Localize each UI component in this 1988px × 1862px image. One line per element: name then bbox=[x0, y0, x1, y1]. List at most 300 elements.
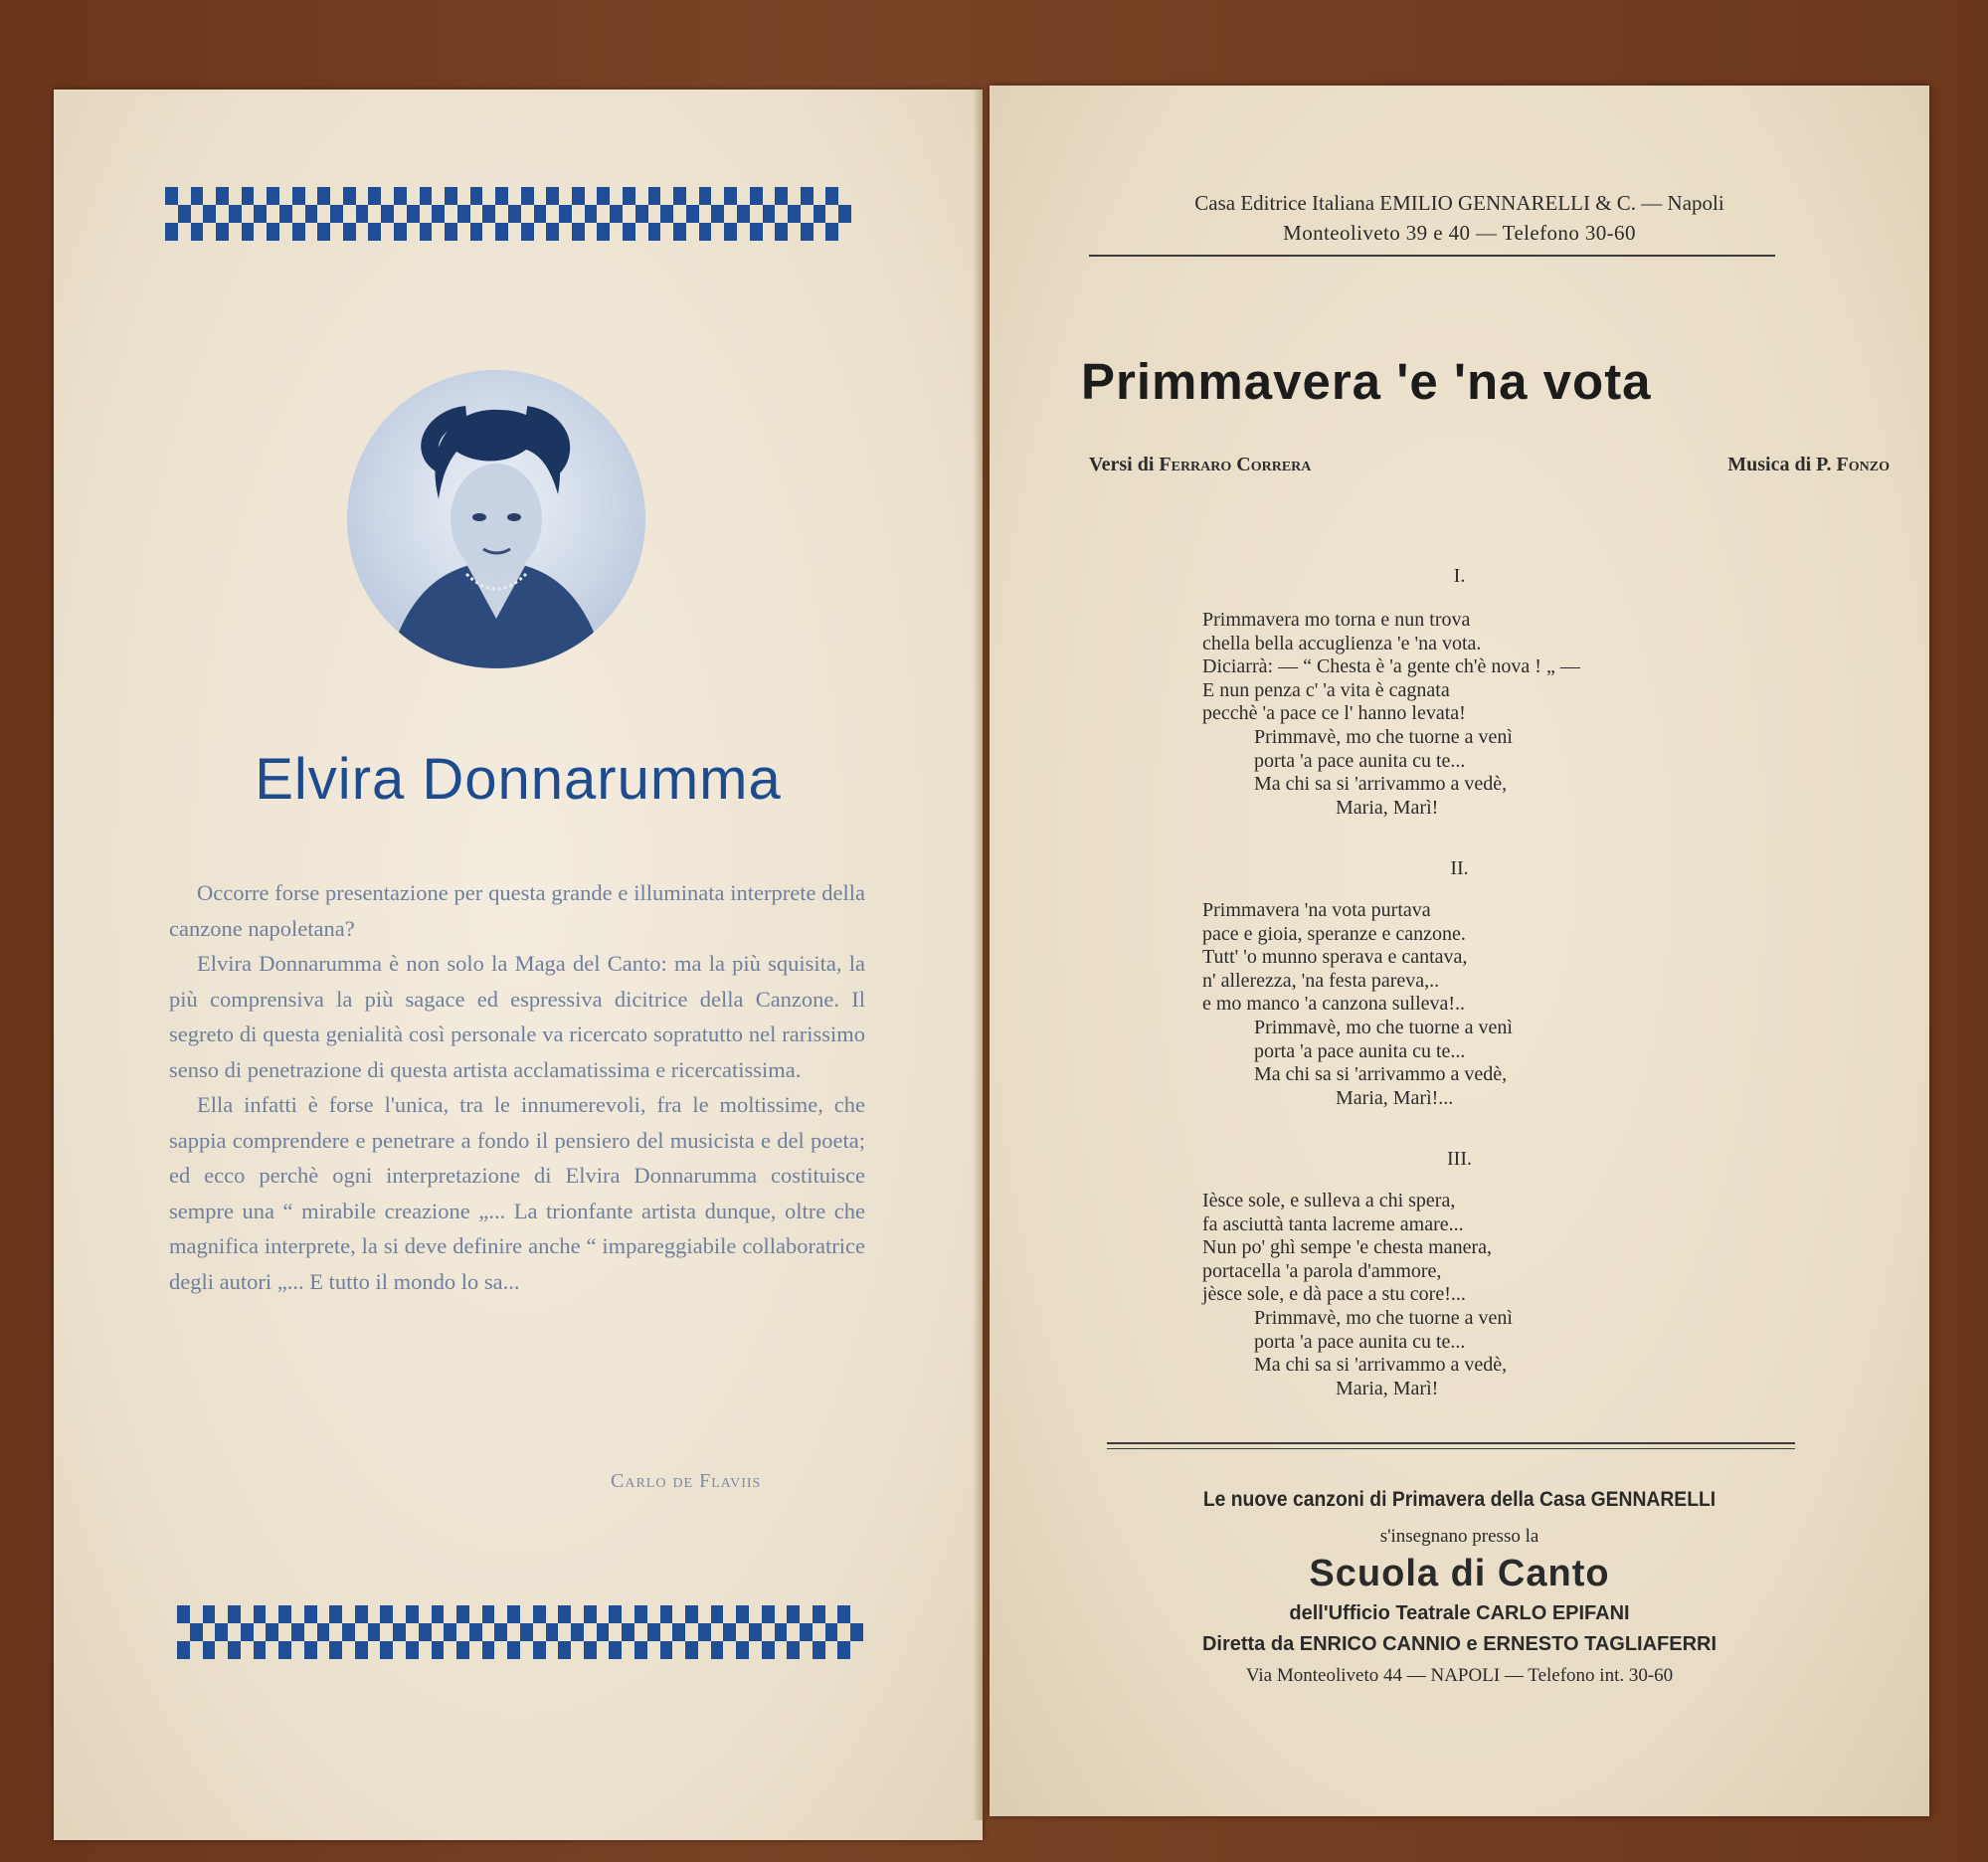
checker-square bbox=[698, 1641, 711, 1659]
checker-square bbox=[406, 1641, 419, 1659]
checker-square bbox=[457, 205, 470, 223]
checker-square bbox=[381, 205, 394, 223]
author-signature: Carlo de Flaviis bbox=[611, 1470, 762, 1492]
checker-square bbox=[278, 1641, 291, 1659]
checker-square bbox=[775, 223, 788, 241]
checker-square bbox=[698, 1605, 711, 1623]
biography-paragraph: Occorre forse presentazione per questa grande e illuminata interprete della canzone napoletana? bbox=[169, 880, 865, 941]
checker-square bbox=[584, 1641, 597, 1659]
checker-square bbox=[178, 187, 191, 205]
checker-square bbox=[457, 187, 470, 205]
school-directors: Diretta da ENRICO CANNIO e ERNESTO TAGLIAFERRI bbox=[1201, 1633, 1717, 1655]
checker-square bbox=[507, 1641, 520, 1659]
checker-square bbox=[546, 187, 559, 205]
checker-square bbox=[393, 1641, 406, 1659]
checker-square bbox=[507, 1623, 520, 1641]
checker-square bbox=[672, 1605, 685, 1623]
checker-square bbox=[724, 223, 737, 241]
checker-square bbox=[482, 187, 495, 205]
checker-square bbox=[394, 205, 407, 223]
checker-square bbox=[546, 223, 559, 241]
checker-square bbox=[228, 1605, 241, 1623]
checker-square bbox=[356, 205, 369, 223]
checker-square bbox=[520, 1605, 533, 1623]
credit-prefix: Versi di bbox=[1089, 454, 1160, 475]
checker-square bbox=[788, 205, 801, 223]
checker-square bbox=[254, 205, 267, 223]
checker-square bbox=[837, 1623, 850, 1641]
checker-square bbox=[762, 1623, 775, 1641]
verse-line: Tutt' 'o munno sperava e cantava, bbox=[1202, 946, 1468, 969]
checker-square bbox=[813, 1605, 825, 1623]
checker-square bbox=[763, 187, 776, 205]
checker-square bbox=[432, 1623, 445, 1641]
verse-line: chella bella accuglienza 'e 'na vota. bbox=[1202, 632, 1482, 654]
verse-line: Nun po' ghì sempe 'e chesta manera, bbox=[1202, 1236, 1492, 1259]
checker-square bbox=[610, 223, 623, 241]
checker-square bbox=[190, 1623, 203, 1641]
checker-square bbox=[317, 1623, 330, 1641]
checker-square bbox=[419, 1605, 432, 1623]
verse-line: pace e gioia, speranze e canzone. bbox=[1202, 922, 1466, 945]
checker-square bbox=[279, 205, 292, 223]
checker-square bbox=[165, 187, 178, 205]
checker-square bbox=[572, 187, 585, 205]
lyricist-name: Ferraro Correra bbox=[1159, 454, 1312, 475]
checker-square bbox=[660, 187, 673, 205]
checker-square bbox=[571, 1605, 584, 1623]
checker-square bbox=[559, 205, 572, 223]
checker-square bbox=[254, 1623, 267, 1641]
checker-square bbox=[647, 1641, 660, 1659]
checker-square bbox=[711, 223, 724, 241]
verse-stanza bbox=[1202, 609, 1580, 820]
checker-square bbox=[482, 1605, 495, 1623]
checker-square bbox=[342, 1641, 355, 1659]
checker-square bbox=[203, 223, 216, 241]
checker-square bbox=[494, 1605, 507, 1623]
checker-square bbox=[685, 1605, 698, 1623]
checker-square bbox=[330, 205, 343, 223]
checker-square bbox=[343, 187, 356, 205]
checker-square bbox=[329, 1623, 342, 1641]
checker-square bbox=[750, 205, 763, 223]
checker-square bbox=[445, 223, 457, 241]
checker-square bbox=[521, 223, 534, 241]
checker-square bbox=[190, 1605, 203, 1623]
checker-square bbox=[686, 205, 699, 223]
checker-square bbox=[177, 1605, 190, 1623]
checker-square bbox=[343, 205, 356, 223]
checker-square bbox=[711, 1605, 724, 1623]
verse-line: Primmavera 'na vota purtava bbox=[1202, 899, 1431, 921]
checker-square bbox=[572, 205, 585, 223]
checker-square bbox=[838, 187, 851, 205]
checker-square bbox=[445, 187, 457, 205]
checker-square bbox=[609, 1641, 622, 1659]
checker-square bbox=[407, 223, 420, 241]
checker-square bbox=[432, 1605, 445, 1623]
right-page bbox=[990, 86, 1929, 1816]
checker-square bbox=[585, 223, 598, 241]
checker-square bbox=[457, 223, 470, 241]
checker-square bbox=[660, 205, 673, 223]
checker-square bbox=[660, 1641, 673, 1659]
checker-square bbox=[470, 187, 483, 205]
checker-square bbox=[215, 1641, 228, 1659]
checker-square bbox=[800, 1623, 813, 1641]
checker-square bbox=[813, 187, 826, 205]
checker-square bbox=[672, 1641, 685, 1659]
checker-square bbox=[278, 1623, 291, 1641]
checker-square bbox=[356, 223, 369, 241]
checker-square bbox=[355, 1641, 368, 1659]
checker-square bbox=[686, 187, 699, 205]
checker-square bbox=[317, 1605, 330, 1623]
checker-square bbox=[825, 223, 838, 241]
checker-square bbox=[494, 1623, 507, 1641]
checker-square bbox=[267, 205, 279, 223]
checker-square bbox=[254, 1641, 267, 1659]
checker-square bbox=[165, 223, 178, 241]
checker-square bbox=[685, 1623, 698, 1641]
checker-square bbox=[635, 205, 648, 223]
checker-square bbox=[737, 205, 750, 223]
checker-square bbox=[508, 223, 521, 241]
checker-square bbox=[571, 1641, 584, 1659]
checker-square bbox=[711, 1623, 724, 1641]
checker-square bbox=[456, 1623, 469, 1641]
checker-square bbox=[775, 1605, 788, 1623]
checker-square bbox=[635, 223, 648, 241]
checker-square bbox=[686, 223, 699, 241]
checker-square bbox=[470, 223, 483, 241]
checker-square bbox=[787, 1605, 800, 1623]
checker-square bbox=[266, 1605, 278, 1623]
checker-square bbox=[420, 205, 433, 223]
checker-square bbox=[750, 187, 763, 205]
checker-square bbox=[380, 1605, 393, 1623]
verse-stanza bbox=[1202, 899, 1513, 1110]
checker-square bbox=[597, 1605, 610, 1623]
footer-announcement: Le nuove canzoni di Primavera della Casa GENNARELLI bbox=[1202, 1488, 1717, 1511]
checker-square bbox=[406, 1605, 419, 1623]
checker-square bbox=[482, 205, 495, 223]
checker-square bbox=[837, 1641, 850, 1659]
checker-square bbox=[191, 187, 204, 205]
checker-square bbox=[317, 187, 330, 205]
checker-square bbox=[825, 1623, 838, 1641]
checker-square bbox=[469, 1641, 482, 1659]
checker-square bbox=[292, 187, 305, 205]
checker-square bbox=[267, 223, 279, 241]
checker-square bbox=[292, 205, 305, 223]
checker-square bbox=[469, 1605, 482, 1623]
verse-line: n' allerezza, 'na festa pareva,.. bbox=[1202, 969, 1440, 992]
publisher-address: Monteoliveto 39 e 40 — Telefono 30-60 bbox=[1283, 221, 1636, 245]
checker-square bbox=[660, 1623, 673, 1641]
checker-square bbox=[216, 223, 229, 241]
checker-square bbox=[495, 205, 508, 223]
checker-square bbox=[393, 1605, 406, 1623]
checker-square bbox=[724, 205, 737, 223]
checker-square bbox=[520, 1641, 533, 1659]
checker-square bbox=[305, 205, 318, 223]
checker-square bbox=[597, 223, 610, 241]
checker-square bbox=[698, 1623, 711, 1641]
checker-square bbox=[241, 1605, 254, 1623]
checker-square bbox=[420, 223, 433, 241]
composer-name: P. Fonzo bbox=[1816, 454, 1890, 475]
checker-square bbox=[381, 187, 394, 205]
checker-square bbox=[610, 205, 623, 223]
checker-square bbox=[825, 1605, 838, 1623]
footer-subline: s'insegnano presso la bbox=[1379, 1526, 1539, 1547]
checker-square bbox=[546, 1605, 559, 1623]
checker-square bbox=[660, 223, 673, 241]
checker-square bbox=[800, 1641, 813, 1659]
checker-square bbox=[571, 1623, 584, 1641]
checker-square bbox=[456, 1605, 469, 1623]
verse-line: Primmavera mo torna e nun trova bbox=[1202, 609, 1471, 631]
checker-square bbox=[775, 1623, 788, 1641]
checker-square bbox=[521, 187, 534, 205]
school-address: Via Monteoliveto 44 — NAPOLI — Telefono int. 30-60 bbox=[1245, 1665, 1674, 1686]
checker-square bbox=[837, 1605, 850, 1623]
checker-square bbox=[673, 187, 686, 205]
footer-rule bbox=[1107, 1442, 1795, 1444]
performer-name-heading: Elvira Donnarumma bbox=[255, 747, 782, 812]
checker-square bbox=[737, 223, 750, 241]
checker-square bbox=[800, 1605, 813, 1623]
checker-square bbox=[343, 223, 356, 241]
checker-square bbox=[242, 223, 255, 241]
checker-square bbox=[266, 1623, 278, 1641]
refrain-line: Primmavè, mo che tuorne a venì bbox=[1254, 1016, 1513, 1038]
checker-square bbox=[329, 1641, 342, 1659]
checker-square bbox=[647, 1623, 660, 1641]
checker-square bbox=[546, 1641, 559, 1659]
checker-square bbox=[597, 1641, 610, 1659]
checker-square bbox=[623, 205, 635, 223]
checker-square bbox=[394, 223, 407, 241]
footer-rule-thin bbox=[1107, 1448, 1795, 1449]
checker-square bbox=[775, 1641, 788, 1659]
checker-square bbox=[711, 187, 724, 205]
refrain-line: porta 'a pace aunita cu te... bbox=[1254, 1039, 1466, 1062]
checker-square bbox=[597, 187, 610, 205]
checker-square bbox=[380, 1641, 393, 1659]
checker-square bbox=[699, 187, 712, 205]
checker-square bbox=[546, 205, 559, 223]
checker-square bbox=[305, 223, 318, 241]
checker-square bbox=[813, 205, 826, 223]
credit-prefix: Musica di bbox=[1727, 454, 1817, 475]
checker-square bbox=[634, 1641, 647, 1659]
checker-square bbox=[432, 187, 445, 205]
checker-square bbox=[292, 223, 305, 241]
checker-square bbox=[660, 1605, 673, 1623]
checker-square bbox=[622, 1605, 634, 1623]
checker-square bbox=[672, 1623, 685, 1641]
verse-numeral: II. bbox=[1450, 857, 1469, 879]
checker-square bbox=[699, 205, 712, 223]
checker-square bbox=[623, 187, 635, 205]
checker-square bbox=[304, 1605, 317, 1623]
verse-line: pecchè 'a pace ce l' hanno levata! bbox=[1202, 702, 1466, 725]
checker-square bbox=[381, 223, 394, 241]
checker-square bbox=[648, 205, 661, 223]
refrain-line: Primmavè, mo che tuorne a venì bbox=[1254, 725, 1513, 748]
checker-square bbox=[241, 1623, 254, 1641]
checker-square bbox=[330, 187, 343, 205]
checker-square bbox=[634, 1605, 647, 1623]
checker-square bbox=[648, 187, 661, 205]
checker-square bbox=[254, 223, 267, 241]
checker-square bbox=[508, 205, 521, 223]
checker-square bbox=[673, 205, 686, 223]
refrain-line: porta 'a pace aunita cu te... bbox=[1254, 749, 1466, 772]
checker-square bbox=[762, 1605, 775, 1623]
checker-square bbox=[749, 1623, 762, 1641]
song-title: Primmavera 'e 'na vota bbox=[1081, 353, 1652, 410]
checker-square bbox=[228, 1641, 241, 1659]
checker-square bbox=[229, 205, 242, 223]
checker-square bbox=[801, 223, 813, 241]
lyricist-credit bbox=[1089, 454, 1311, 476]
checker-square bbox=[850, 1641, 863, 1659]
checker-square bbox=[850, 1623, 863, 1641]
checker-square bbox=[432, 1641, 445, 1659]
checker-square bbox=[813, 1623, 825, 1641]
verse-line: fa asciuttà tanta lacreme amare... bbox=[1202, 1212, 1464, 1235]
refrain-closing: Maria, Marì! bbox=[1336, 796, 1439, 819]
checker-square bbox=[229, 223, 242, 241]
verse-line: Ièsce sole, e sulleva a chi spera, bbox=[1202, 1190, 1456, 1211]
checker-square bbox=[737, 187, 750, 205]
checker-square bbox=[520, 1623, 533, 1641]
checker-square bbox=[801, 205, 813, 223]
checker-square bbox=[444, 1623, 456, 1641]
checker-square bbox=[444, 1605, 456, 1623]
checker-square bbox=[584, 1605, 597, 1623]
checker-square bbox=[368, 1623, 381, 1641]
checker-square bbox=[291, 1623, 304, 1641]
checker-square bbox=[711, 1641, 724, 1659]
checker-square bbox=[190, 1641, 203, 1659]
checker-square bbox=[304, 1623, 317, 1641]
checker-square bbox=[787, 1641, 800, 1659]
checker-square bbox=[534, 205, 547, 223]
verse-numeral: III. bbox=[1447, 1148, 1472, 1170]
checker-square bbox=[584, 1623, 597, 1641]
checker-square bbox=[177, 1623, 190, 1641]
checker-square bbox=[825, 1641, 838, 1659]
refrain-line: Ma chi sa si 'arrivammo a vedè, bbox=[1254, 773, 1508, 796]
checker-square bbox=[635, 187, 648, 205]
checker-square bbox=[241, 1641, 254, 1659]
checker-square bbox=[330, 223, 343, 241]
checker-square bbox=[533, 1605, 546, 1623]
checker-square bbox=[534, 223, 547, 241]
portrait-image bbox=[347, 370, 645, 668]
checker-square bbox=[470, 205, 483, 223]
verse-line: Diciarrà: — “ Chesta è 'a gente ch'è nova ! „ — bbox=[1202, 655, 1580, 678]
publisher-line: Casa Editrice Italiana EMILIO GENNARELLI & C. — Napoli bbox=[1194, 191, 1724, 215]
checker-square bbox=[521, 205, 534, 223]
checker-square bbox=[736, 1605, 749, 1623]
checker-square bbox=[266, 1641, 278, 1659]
checker-square bbox=[775, 205, 788, 223]
checker-square bbox=[368, 1641, 381, 1659]
checker-square bbox=[191, 223, 204, 241]
checker-square bbox=[380, 1623, 393, 1641]
checker-square bbox=[750, 223, 763, 241]
checker-square bbox=[304, 1641, 317, 1659]
checker-square bbox=[291, 1605, 304, 1623]
checker-square bbox=[228, 1623, 241, 1641]
checker-square bbox=[724, 187, 737, 205]
checker-square bbox=[585, 205, 598, 223]
checker-square bbox=[559, 187, 572, 205]
checker-square bbox=[572, 223, 585, 241]
checker-square bbox=[495, 187, 508, 205]
checker-square bbox=[749, 1641, 762, 1659]
checker-square bbox=[622, 1623, 634, 1641]
checker-square bbox=[406, 1623, 419, 1641]
checker-square bbox=[432, 205, 445, 223]
checker-square bbox=[585, 187, 598, 205]
checker-square bbox=[342, 1623, 355, 1641]
checker-square bbox=[305, 187, 318, 205]
checker-square bbox=[609, 1623, 622, 1641]
checker-square bbox=[825, 187, 838, 205]
checker-square bbox=[634, 1623, 647, 1641]
checker-square bbox=[432, 223, 445, 241]
portrait-photo bbox=[347, 370, 645, 668]
left-page bbox=[54, 90, 983, 1840]
checker-square bbox=[242, 187, 255, 205]
refrain-line: porta 'a pace aunita cu te... bbox=[1254, 1330, 1466, 1353]
checker-square bbox=[533, 1641, 546, 1659]
checker-square bbox=[355, 1623, 368, 1641]
checker-square bbox=[394, 187, 407, 205]
composer-credit bbox=[1727, 454, 1890, 476]
checker-square bbox=[267, 187, 279, 205]
checker-square bbox=[825, 205, 838, 223]
biography-paragraph: Ella infatti è forse l'unica, tra le innumerevoli, fra le moltissime, che sappia comprendere e penetrare a fondo il pensiero del musicista e del poeta; ed ecco perchè ogni interpretazione di Elvira Donnarumma costituisce sempre una “ mirabile creazione „... La trionfante artista dunque, oltre che magnifica interprete, la si deve definire anche “ impareggiabile collaboratrice degli autori „... E tutto il mondo lo sa... bbox=[169, 1092, 865, 1294]
checker-square bbox=[647, 1605, 660, 1623]
checker-square bbox=[368, 205, 381, 223]
checker-square bbox=[482, 1623, 495, 1641]
checker-square bbox=[482, 223, 495, 241]
checker-square bbox=[507, 1605, 520, 1623]
checker-square bbox=[787, 1623, 800, 1641]
checker-square bbox=[444, 1641, 456, 1659]
checker-square bbox=[762, 1641, 775, 1659]
checker-square bbox=[229, 187, 242, 205]
checker-square bbox=[711, 205, 724, 223]
checker-square bbox=[177, 1641, 190, 1659]
checker-square bbox=[508, 187, 521, 205]
checker-square bbox=[559, 223, 572, 241]
checker-border-bottom bbox=[177, 1605, 863, 1659]
school-office: dell'Ufficio Teatrale CARLO EPIFANI bbox=[1289, 1602, 1630, 1624]
checker-square bbox=[788, 187, 801, 205]
checker-square bbox=[254, 187, 267, 205]
checker-square bbox=[203, 187, 216, 205]
checker-square bbox=[623, 223, 635, 241]
